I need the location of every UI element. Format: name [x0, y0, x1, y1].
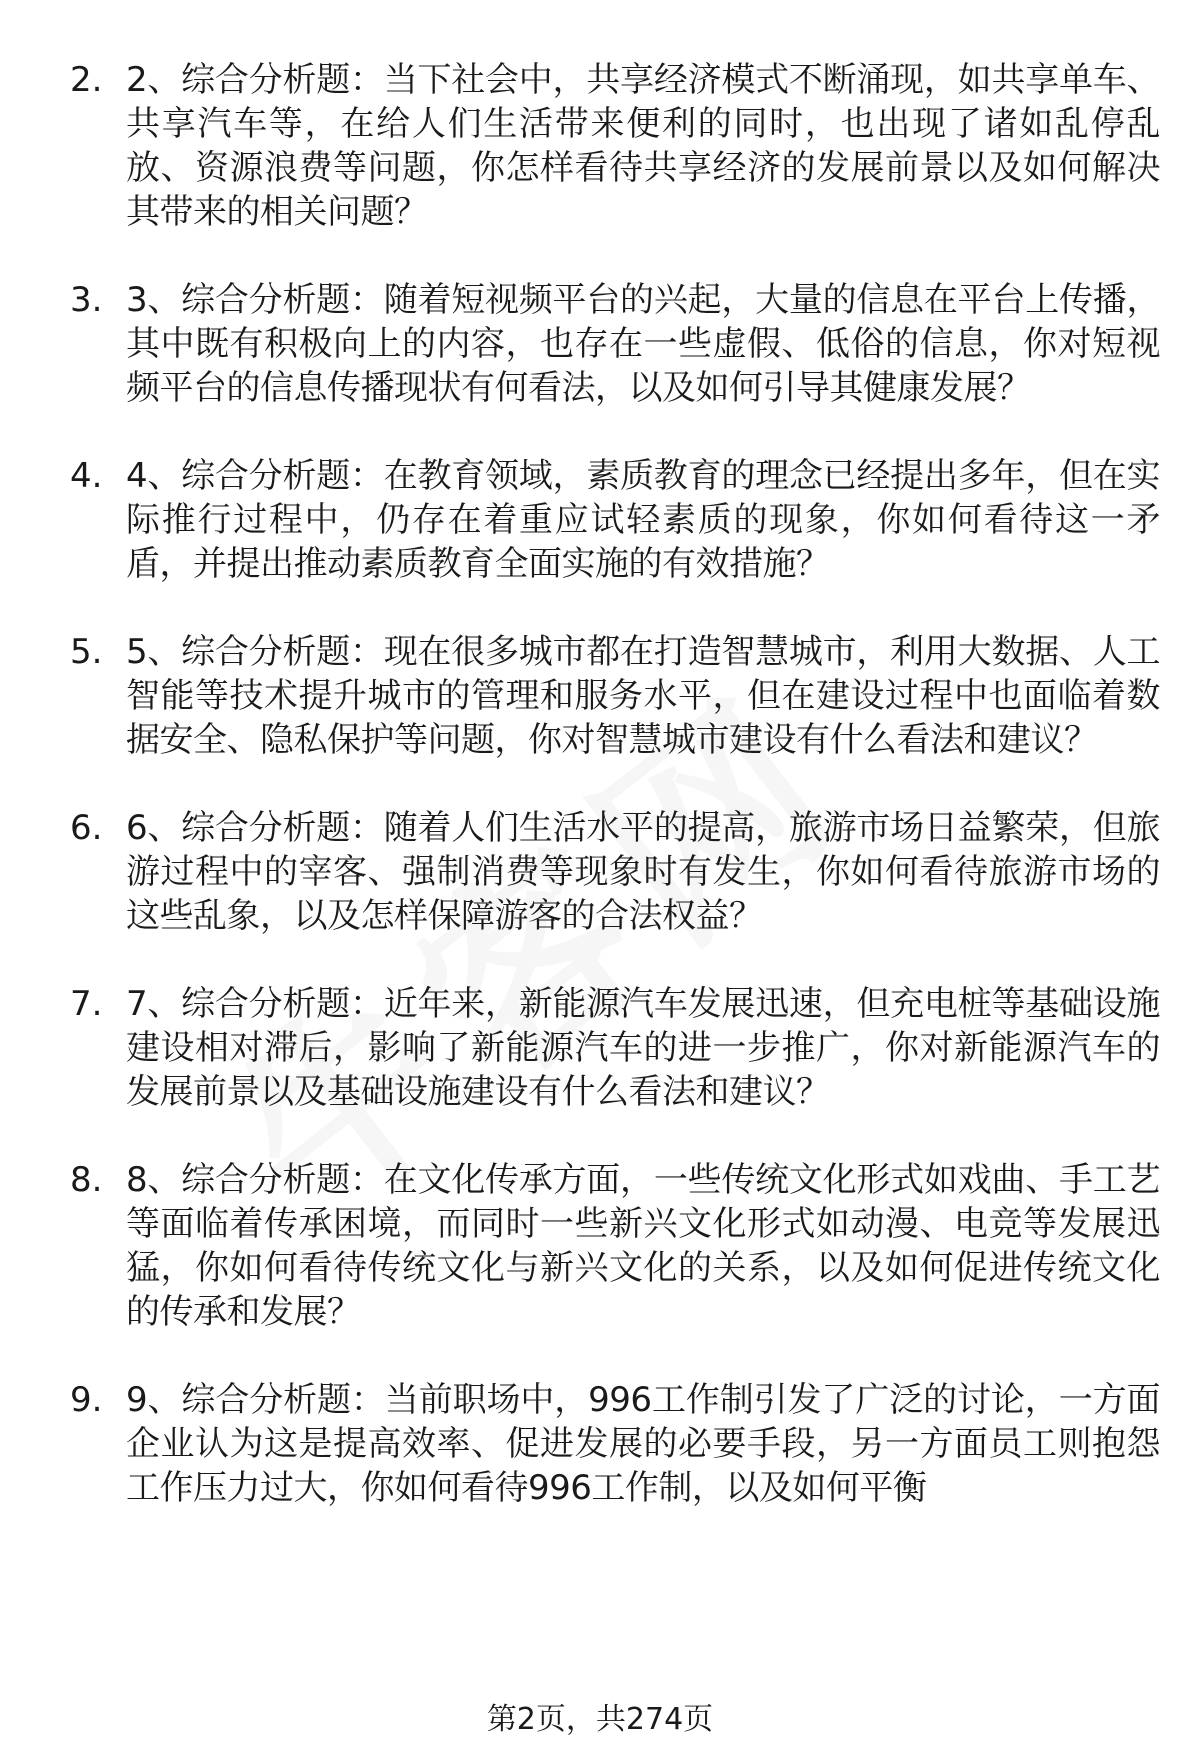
question-text: 9、综合分析题：当前职场中，996工作制引发了广泛的讨论，一方面企业认为这是提高效率、促进发展的必要手段，另一方面员工则抱怨工作压力过大，你如何看待996工作制，以及如何平衡 [126, 1380, 1160, 1508]
question-number: 2. [70, 60, 103, 100]
question-text: 5、综合分析题：现在很多城市都在打造智慧城市，利用大数据、人工智能等技术提升城市的管理和服务水平，但在建设过程中也面临着数据安全、隐私保护等问题，你对智慧城市建设有什么看法和建议？ [126, 632, 1160, 760]
question-item [70, 982, 1160, 1114]
question-text: 4、综合分析题：在教育领域，素质教育的理念已经提出多年，但在实际推行过程中，仍存在着重应试轻素质的现象，你如何看待这一矛盾，并提出推动素质教育全面实施的有效措施？ [126, 456, 1160, 584]
question-text: 8、综合分析题：在文化传承方面，一些传统文化形式如戏曲、手工艺等面临着传承困境，而同时一些新兴文化形式如动漫、电竞等发展迅猛，你如何看待传统文化与新兴文化的关系，以及如何促进传统文化的传承和发展？ [126, 1160, 1160, 1332]
page-number-label: 第2页，共274页 [486, 1702, 714, 1737]
question-item [70, 806, 1160, 938]
question-item [70, 58, 1160, 234]
question-number: 4. [70, 456, 103, 496]
page-footer [0, 1700, 1200, 1740]
question-item [70, 278, 1160, 410]
question-text: 2、综合分析题：当下社会中，共享经济模式不断涌现，如共享单车、共享汽车等，在给人们生活带来便利的同时，也出现了诸如乱停乱放、资源浪费等问题，你怎样看待共享经济的发展前景以及如何解决其带来的相关问题？ [126, 60, 1160, 232]
question-item [70, 1378, 1160, 1510]
question-item [70, 454, 1160, 586]
question-number: 3. [70, 280, 103, 320]
question-number: 7. [70, 984, 103, 1024]
question-number: 8. [70, 1160, 103, 1200]
question-text: 3、综合分析题：随着短视频平台的兴起，大量的信息在平台上传播，其中既有积极向上的内容，也存在一些虚假、低俗的信息，你对短视频平台的信息传播现状有何看法，以及如何引导其健康发展？ [126, 280, 1160, 408]
question-text: 7、综合分析题：近年来，新能源汽车发展迅速，但充电桩等基础设施建设相对滞后，影响了新能源汽车的进一步推广，你对新能源汽车的发展前景以及基础设施建设有什么看法和建议？ [126, 984, 1160, 1112]
question-item [70, 1158, 1160, 1334]
question-number: 6. [70, 808, 103, 848]
question-text: 6、综合分析题：随着人们生活水平的提高，旅游市场日益繁荣，但旅游过程中的宰客、强制消费等现象时有发生，你如何看待旅游市场的这些乱象，以及怎样保障游客的合法权益？ [126, 808, 1160, 936]
question-number: 5. [70, 632, 103, 672]
question-list [70, 58, 1160, 1554]
question-number: 9. [70, 1380, 103, 1420]
question-item [70, 630, 1160, 762]
